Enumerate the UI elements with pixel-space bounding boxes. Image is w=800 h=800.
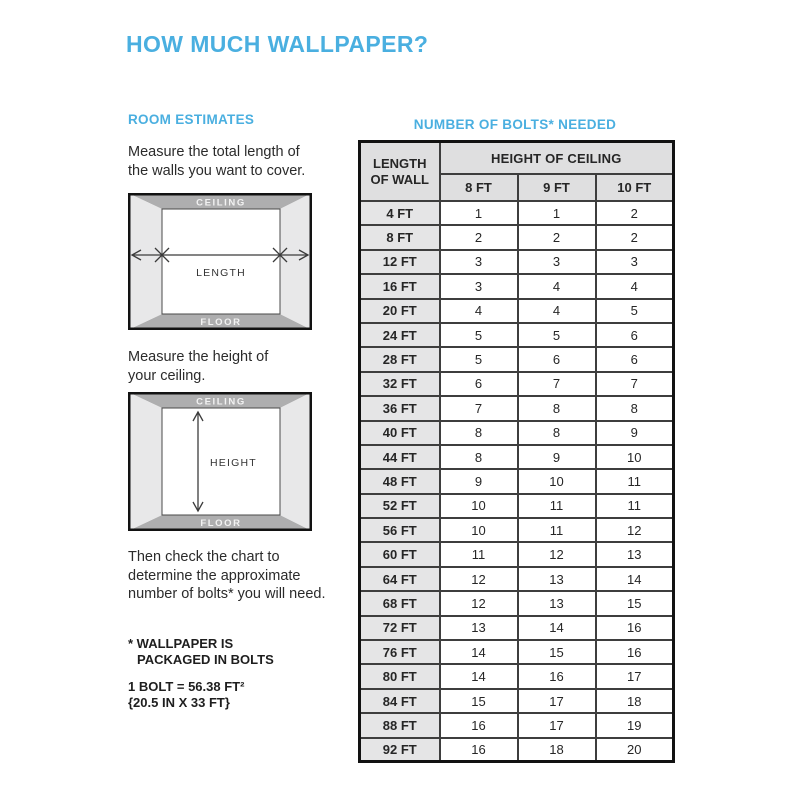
wall-length-cell: 12 FT: [360, 250, 440, 274]
bolts-value-cell: 16: [518, 664, 596, 688]
bolts-value-cell: 11: [440, 542, 518, 566]
bolts-table: [358, 140, 675, 763]
bolts-value-cell: 4: [518, 299, 596, 323]
bolts-value-cell: 17: [518, 689, 596, 713]
length-of-wall-header: LENGTH OF WALL: [360, 142, 440, 202]
wall-length-cell: 48 FT: [360, 469, 440, 493]
table-row: [360, 421, 674, 445]
bolts-value-cell: 15: [440, 689, 518, 713]
bolts-value-cell: 11: [596, 494, 674, 518]
table-row: [360, 323, 674, 347]
bolts-value-cell: 13: [518, 591, 596, 615]
wall-length-cell: 56 FT: [360, 518, 440, 542]
ceiling-label: CEILING: [196, 396, 246, 408]
table-row: [360, 494, 674, 518]
floor-label: FLOOR: [200, 317, 242, 328]
bolts-value-cell: 13: [596, 542, 674, 566]
bolts-value-cell: 2: [596, 225, 674, 249]
bolts-value-cell: 8: [518, 421, 596, 445]
wall-length-cell: 84 FT: [360, 689, 440, 713]
floor-label: FLOOR: [200, 518, 242, 529]
ceiling-height-column-header: 8 FT: [440, 174, 518, 201]
bolts-value-cell: 3: [440, 274, 518, 298]
bolts-value-cell: 6: [596, 323, 674, 347]
height-label: HEIGHT: [210, 457, 257, 469]
wall-length-cell: 60 FT: [360, 542, 440, 566]
bolts-value-cell: 10: [440, 494, 518, 518]
wallpaper-bolts-footnote: [128, 636, 274, 667]
bolts-value-cell: 2: [596, 201, 674, 225]
bolts-value-cell: 6: [518, 347, 596, 371]
wall-length-cell: 24 FT: [360, 323, 440, 347]
wall-length-cell: 76 FT: [360, 640, 440, 664]
bolts-value-cell: 5: [440, 347, 518, 371]
wall-length-cell: 52 FT: [360, 494, 440, 518]
table-row: [360, 542, 674, 566]
bolts-value-cell: 14: [440, 640, 518, 664]
table-row: [360, 616, 674, 640]
table-row: [360, 201, 674, 225]
bolts-value-cell: 3: [518, 250, 596, 274]
page-title: HOW MUCH WALLPAPER?: [126, 31, 429, 57]
bolts-value-cell: 8: [440, 421, 518, 445]
table-row: [360, 640, 674, 664]
text-line: PACKAGED IN BOLTS: [137, 651, 274, 667]
table-row: [360, 713, 674, 737]
right-wall: [280, 193, 312, 330]
bolts-value-cell: 3: [440, 250, 518, 274]
ceiling-height-column-header: 10 FT: [596, 174, 674, 201]
bolts-value-cell: 8: [518, 396, 596, 420]
bolts-value-cell: 12: [518, 542, 596, 566]
bolts-value-cell: 12: [440, 591, 518, 615]
room-perspective-length: [128, 193, 312, 330]
height-of-ceiling-header: HEIGHT OF CEILING: [440, 142, 674, 175]
bolts-value-cell: 2: [440, 225, 518, 249]
bolts-value-cell: 16: [440, 738, 518, 762]
bolts-value-cell: 1: [440, 201, 518, 225]
text-line: {20.5 IN X 33 FT}: [128, 694, 230, 710]
bolts-value-cell: 9: [518, 445, 596, 469]
bolts-value-cell: 15: [596, 591, 674, 615]
length-label: LENGTH: [196, 267, 246, 279]
bolts-value-cell: 7: [440, 396, 518, 420]
bolts-value-cell: 9: [596, 421, 674, 445]
wall-length-cell: 92 FT: [360, 738, 440, 762]
table-row: [360, 567, 674, 591]
table-row: [360, 299, 674, 323]
bolts-value-cell: 15: [518, 640, 596, 664]
bolts-value-cell: 17: [518, 713, 596, 737]
ceiling-height-column-header: 9 FT: [518, 174, 596, 201]
text-line: * WALLPAPER IS: [128, 636, 234, 651]
bolts-value-cell: 17: [596, 664, 674, 688]
right-wall: [280, 392, 312, 531]
bolts-value-cell: 7: [596, 372, 674, 396]
instruction-measure-length: [128, 143, 358, 180]
text-line: the walls you want to cover.: [128, 162, 306, 179]
bolts-table-heading: NUMBER OF BOLTS* NEEDED: [413, 117, 617, 132]
wall-length-cell: 68 FT: [360, 591, 440, 615]
bolts-value-cell: 11: [518, 518, 596, 542]
bolts-value-cell: 10: [518, 469, 596, 493]
wall-length-cell: 28 FT: [360, 347, 440, 371]
bolts-value-cell: 3: [596, 250, 674, 274]
table-row: [360, 664, 674, 688]
table-row: [360, 738, 674, 762]
wall-length-cell: 44 FT: [360, 445, 440, 469]
wall-length-cell: 88 FT: [360, 713, 440, 737]
wall-length-cell: 64 FT: [360, 567, 440, 591]
bolts-value-cell: 11: [518, 494, 596, 518]
table-row: [360, 396, 674, 420]
bolts-table-container: [358, 140, 675, 763]
instruction-measure-height: [128, 348, 358, 385]
text-line: 1 BOLT = 56.38 FT²: [128, 679, 245, 694]
table-row: [360, 250, 674, 274]
bolts-value-cell: 16: [596, 640, 674, 664]
bolts-value-cell: 4: [518, 274, 596, 298]
table-row: [360, 591, 674, 615]
bolts-value-cell: 16: [440, 713, 518, 737]
bolts-value-cell: 7: [518, 372, 596, 396]
bolts-value-cell: 8: [596, 396, 674, 420]
wall-length-cell: 80 FT: [360, 664, 440, 688]
wall-length-cell: 4 FT: [360, 201, 440, 225]
bolts-value-cell: 13: [518, 567, 596, 591]
text-line: Then check the chart to: [128, 549, 280, 565]
table-row: [360, 689, 674, 713]
bolts-value-cell: 4: [440, 299, 518, 323]
text-line: number of bolts* you will need.: [128, 586, 326, 602]
bolts-value-cell: 2: [518, 225, 596, 249]
wall-length-cell: 16 FT: [360, 274, 440, 298]
bolts-value-cell: 4: [596, 274, 674, 298]
back-wall: [162, 209, 280, 314]
bolts-value-cell: 13: [440, 616, 518, 640]
table-row: [360, 445, 674, 469]
ceiling-label: CEILING: [196, 197, 246, 209]
wall-length-cell: 40 FT: [360, 421, 440, 445]
bolts-value-cell: 5: [440, 323, 518, 347]
bolts-value-cell: 12: [596, 518, 674, 542]
wall-length-cell: 36 FT: [360, 396, 440, 420]
table-row: [360, 469, 674, 493]
bolts-value-cell: 5: [596, 299, 674, 323]
bolts-value-cell: 11: [596, 469, 674, 493]
text-line: your ceiling.: [128, 367, 206, 384]
table-row: [360, 225, 674, 249]
bolts-value-cell: 6: [596, 347, 674, 371]
wall-length-cell: 32 FT: [360, 372, 440, 396]
text-line: Measure the height of: [128, 349, 269, 365]
bolts-value-cell: 18: [596, 689, 674, 713]
bolts-value-cell: 12: [440, 567, 518, 591]
room-perspective-height: [128, 392, 312, 531]
bolts-value-cell: 5: [518, 323, 596, 347]
bolts-value-cell: 14: [518, 616, 596, 640]
room-estimates-heading: ROOM ESTIMATES: [128, 112, 255, 127]
bolt-size-note: [128, 679, 244, 710]
table-row: [360, 518, 674, 542]
bolts-value-cell: 6: [440, 372, 518, 396]
bolts-value-cell: 18: [518, 738, 596, 762]
bolts-value-cell: 10: [440, 518, 518, 542]
table-row: [360, 274, 674, 298]
text-line: Measure the total length of: [128, 144, 300, 160]
text-line: determine the approximate: [128, 567, 301, 584]
bolts-value-cell: 8: [440, 445, 518, 469]
bolts-table-body: [360, 201, 674, 762]
wall-length-cell: 72 FT: [360, 616, 440, 640]
bolts-value-cell: 16: [596, 616, 674, 640]
bolts-value-cell: 1: [518, 201, 596, 225]
bolts-value-cell: 20: [596, 738, 674, 762]
bolts-value-cell: 14: [596, 567, 674, 591]
instruction-check-chart: [128, 548, 358, 604]
height-diagram: [128, 392, 312, 531]
table-row: [360, 372, 674, 396]
wall-length-cell: 20 FT: [360, 299, 440, 323]
table-row: [360, 347, 674, 371]
left-wall: [128, 392, 162, 531]
bolts-value-cell: 14: [440, 664, 518, 688]
bolts-value-cell: 10: [596, 445, 674, 469]
bolts-value-cell: 19: [596, 713, 674, 737]
left-wall: [128, 193, 162, 330]
length-diagram: [128, 193, 312, 330]
wall-length-cell: 8 FT: [360, 225, 440, 249]
bolts-value-cell: 9: [440, 469, 518, 493]
